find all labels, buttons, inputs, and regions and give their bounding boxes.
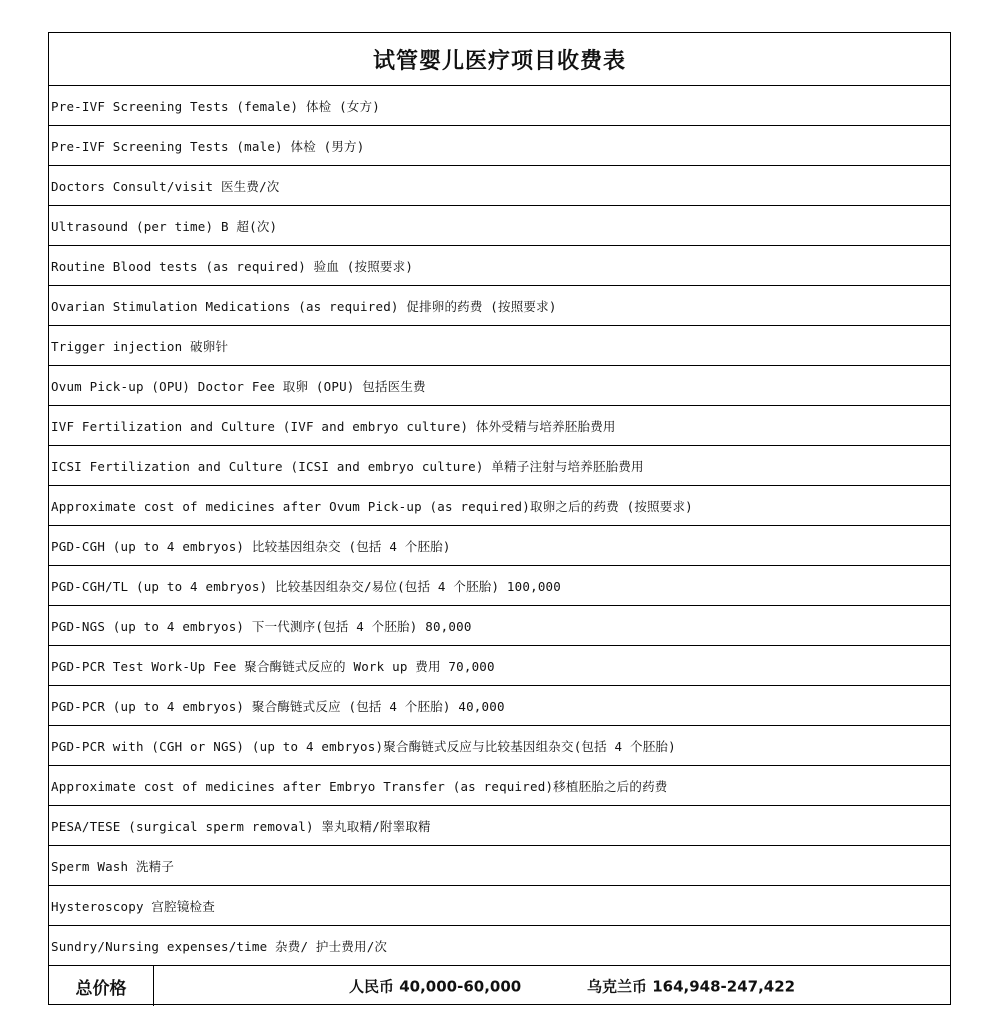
item-text: PGD-PCR (up to 4 embryos) 聚合酶链式反应 (包括 4 个胚胎) 40,000	[51, 698, 505, 714]
item-text: ICSI Fertilization and Culture (ICSI and embryo culture) 单精子注射与培养胚胎费用	[51, 458, 644, 474]
item-text: PESA/TESE (surgical sperm removal) 睾丸取精/附睾取精	[51, 818, 431, 834]
item-text: Ovum Pick-up (OPU) Doctor Fee 取卵 (OPU) 包括医生费	[51, 378, 426, 394]
table-row	[49, 406, 950, 446]
total-values-cell	[154, 966, 950, 1006]
table-row	[49, 326, 950, 366]
table-row	[49, 366, 950, 406]
total-row	[49, 966, 950, 1006]
table-row	[49, 686, 950, 726]
table-row	[49, 206, 950, 246]
item-text: PGD-NGS (up to 4 embryos) 下一代测序(包括 4 个胚胎) 80,000	[51, 618, 472, 634]
table-row	[49, 766, 950, 806]
item-text: PGD-CGH/TL (up to 4 embryos) 比较基因组杂交/易位(包括 4 个胚胎) 100,000	[51, 578, 562, 594]
table-title-row	[49, 33, 950, 86]
table-row	[49, 86, 950, 126]
table-row	[49, 486, 950, 526]
item-text: Ovarian Stimulation Medications (as required) 促排卵的药费 (按照要求)	[51, 298, 557, 314]
item-text: PGD-PCR Test Work-Up Fee 聚合酶链式反应的 Work up 费用 70,000	[51, 658, 495, 674]
table-row	[49, 526, 950, 566]
item-text: Trigger injection 破卵针	[51, 338, 229, 354]
item-text: Approximate cost of medicines after Ovum Pick-up (as required)取卵之后的药费 (按照要求)	[51, 498, 693, 514]
total-price-uah: 乌克兰币 164,948-247,422	[587, 977, 796, 996]
table-row	[49, 926, 950, 966]
table-row	[49, 646, 950, 686]
table-title: 试管婴儿医疗项目收费表	[372, 47, 626, 74]
item-text: Sperm Wash 洗精子	[51, 858, 175, 874]
table-row	[49, 566, 950, 606]
table-row	[49, 286, 950, 326]
item-text: PGD-CGH (up to 4 embryos) 比较基因组杂交 (包括 4 个胚胎)	[51, 538, 451, 554]
table-row	[49, 246, 950, 286]
item-text: Sundry/Nursing expenses/time 杂费/ 护士费用/次	[51, 938, 388, 954]
table-row	[49, 726, 950, 766]
item-text: Pre-IVF Screening Tests (male) 体检 (男方)	[51, 138, 365, 154]
table-row	[49, 886, 950, 926]
total-label: 总价格	[49, 966, 154, 1006]
table-row	[49, 166, 950, 206]
item-text: Ultrasound (per time) B 超(次)	[51, 218, 278, 234]
table-row	[49, 806, 950, 846]
table-row	[49, 846, 950, 886]
item-text: Approximate cost of medicines after Embryo Transfer (as required)移植胚胎之后的药费	[51, 778, 668, 794]
item-text: Routine Blood tests (as required) 验血 (按照要求)	[51, 258, 414, 274]
fee-table	[48, 32, 951, 1005]
item-text: Hysteroscopy 宫腔镜检查	[51, 898, 215, 914]
total-price-cny: 人民币 40,000-60,000	[349, 977, 522, 996]
table-row	[49, 446, 950, 486]
item-text: PGD-PCR with (CGH or NGS) (up to 4 embryos)聚合酶链式反应与比较基因组杂交(包括 4 个胚胎)	[51, 738, 676, 754]
item-text: IVF Fertilization and Culture (IVF and embryo culture) 体外受精与培养胚胎费用	[51, 418, 616, 434]
table-row	[49, 606, 950, 646]
item-text: Doctors Consult/visit 医生费/次	[51, 178, 280, 194]
table-row	[49, 126, 950, 166]
item-text: Pre-IVF Screening Tests (female) 体检 (女方)	[51, 98, 380, 114]
